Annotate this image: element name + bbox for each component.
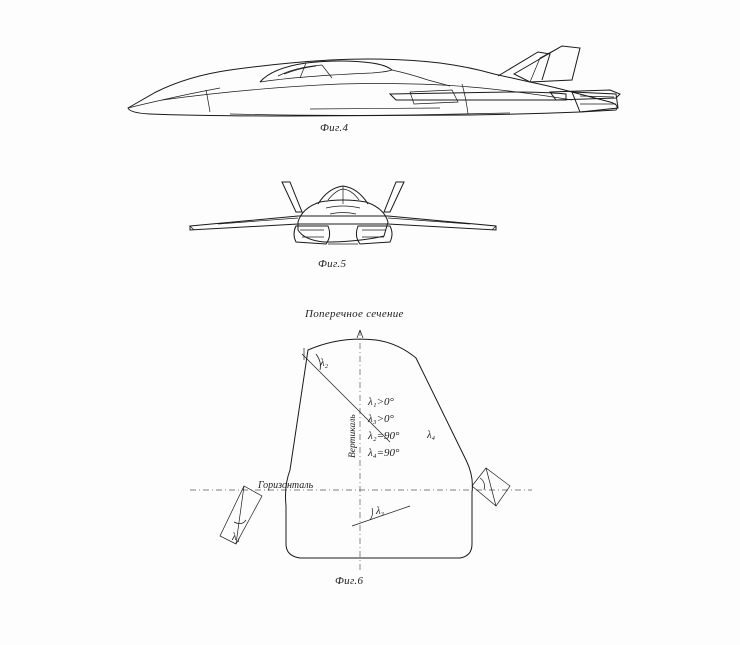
- angle-label-lambda-2: λ₂: [320, 358, 329, 369]
- condition-lambda-3: λ₃>0°: [368, 413, 394, 425]
- front-view-drawing: [178, 170, 508, 260]
- figure-front-view: [178, 170, 508, 270]
- figure-side-view: [110, 30, 630, 134]
- figure-caption-fig5: Фиг.5: [318, 258, 347, 270]
- angle-label-lambda-3: λ₃: [376, 506, 385, 517]
- figure-cross-section: [180, 310, 540, 590]
- condition-lambda-1: λ₁>0°: [368, 396, 394, 408]
- axis-label-horizontal: Горизонталь: [258, 480, 314, 491]
- side-view-drawing: [110, 30, 630, 125]
- angle-label-lambda-1: λ₁: [232, 532, 241, 543]
- cross-section-drawing: [180, 310, 540, 590]
- cross-section-title: Поперечное сечение: [305, 308, 404, 320]
- condition-lambda-4: λ₄=90°: [368, 447, 400, 459]
- angle-label-lambda-4: λ₄: [427, 430, 436, 441]
- condition-lambda-2: λ₂=90°: [368, 430, 400, 442]
- figure-caption-fig4: Фиг.4: [320, 122, 349, 134]
- axis-label-vertical: Вертикаль: [348, 414, 358, 458]
- figure-caption-fig6: Фиг.6: [335, 575, 364, 587]
